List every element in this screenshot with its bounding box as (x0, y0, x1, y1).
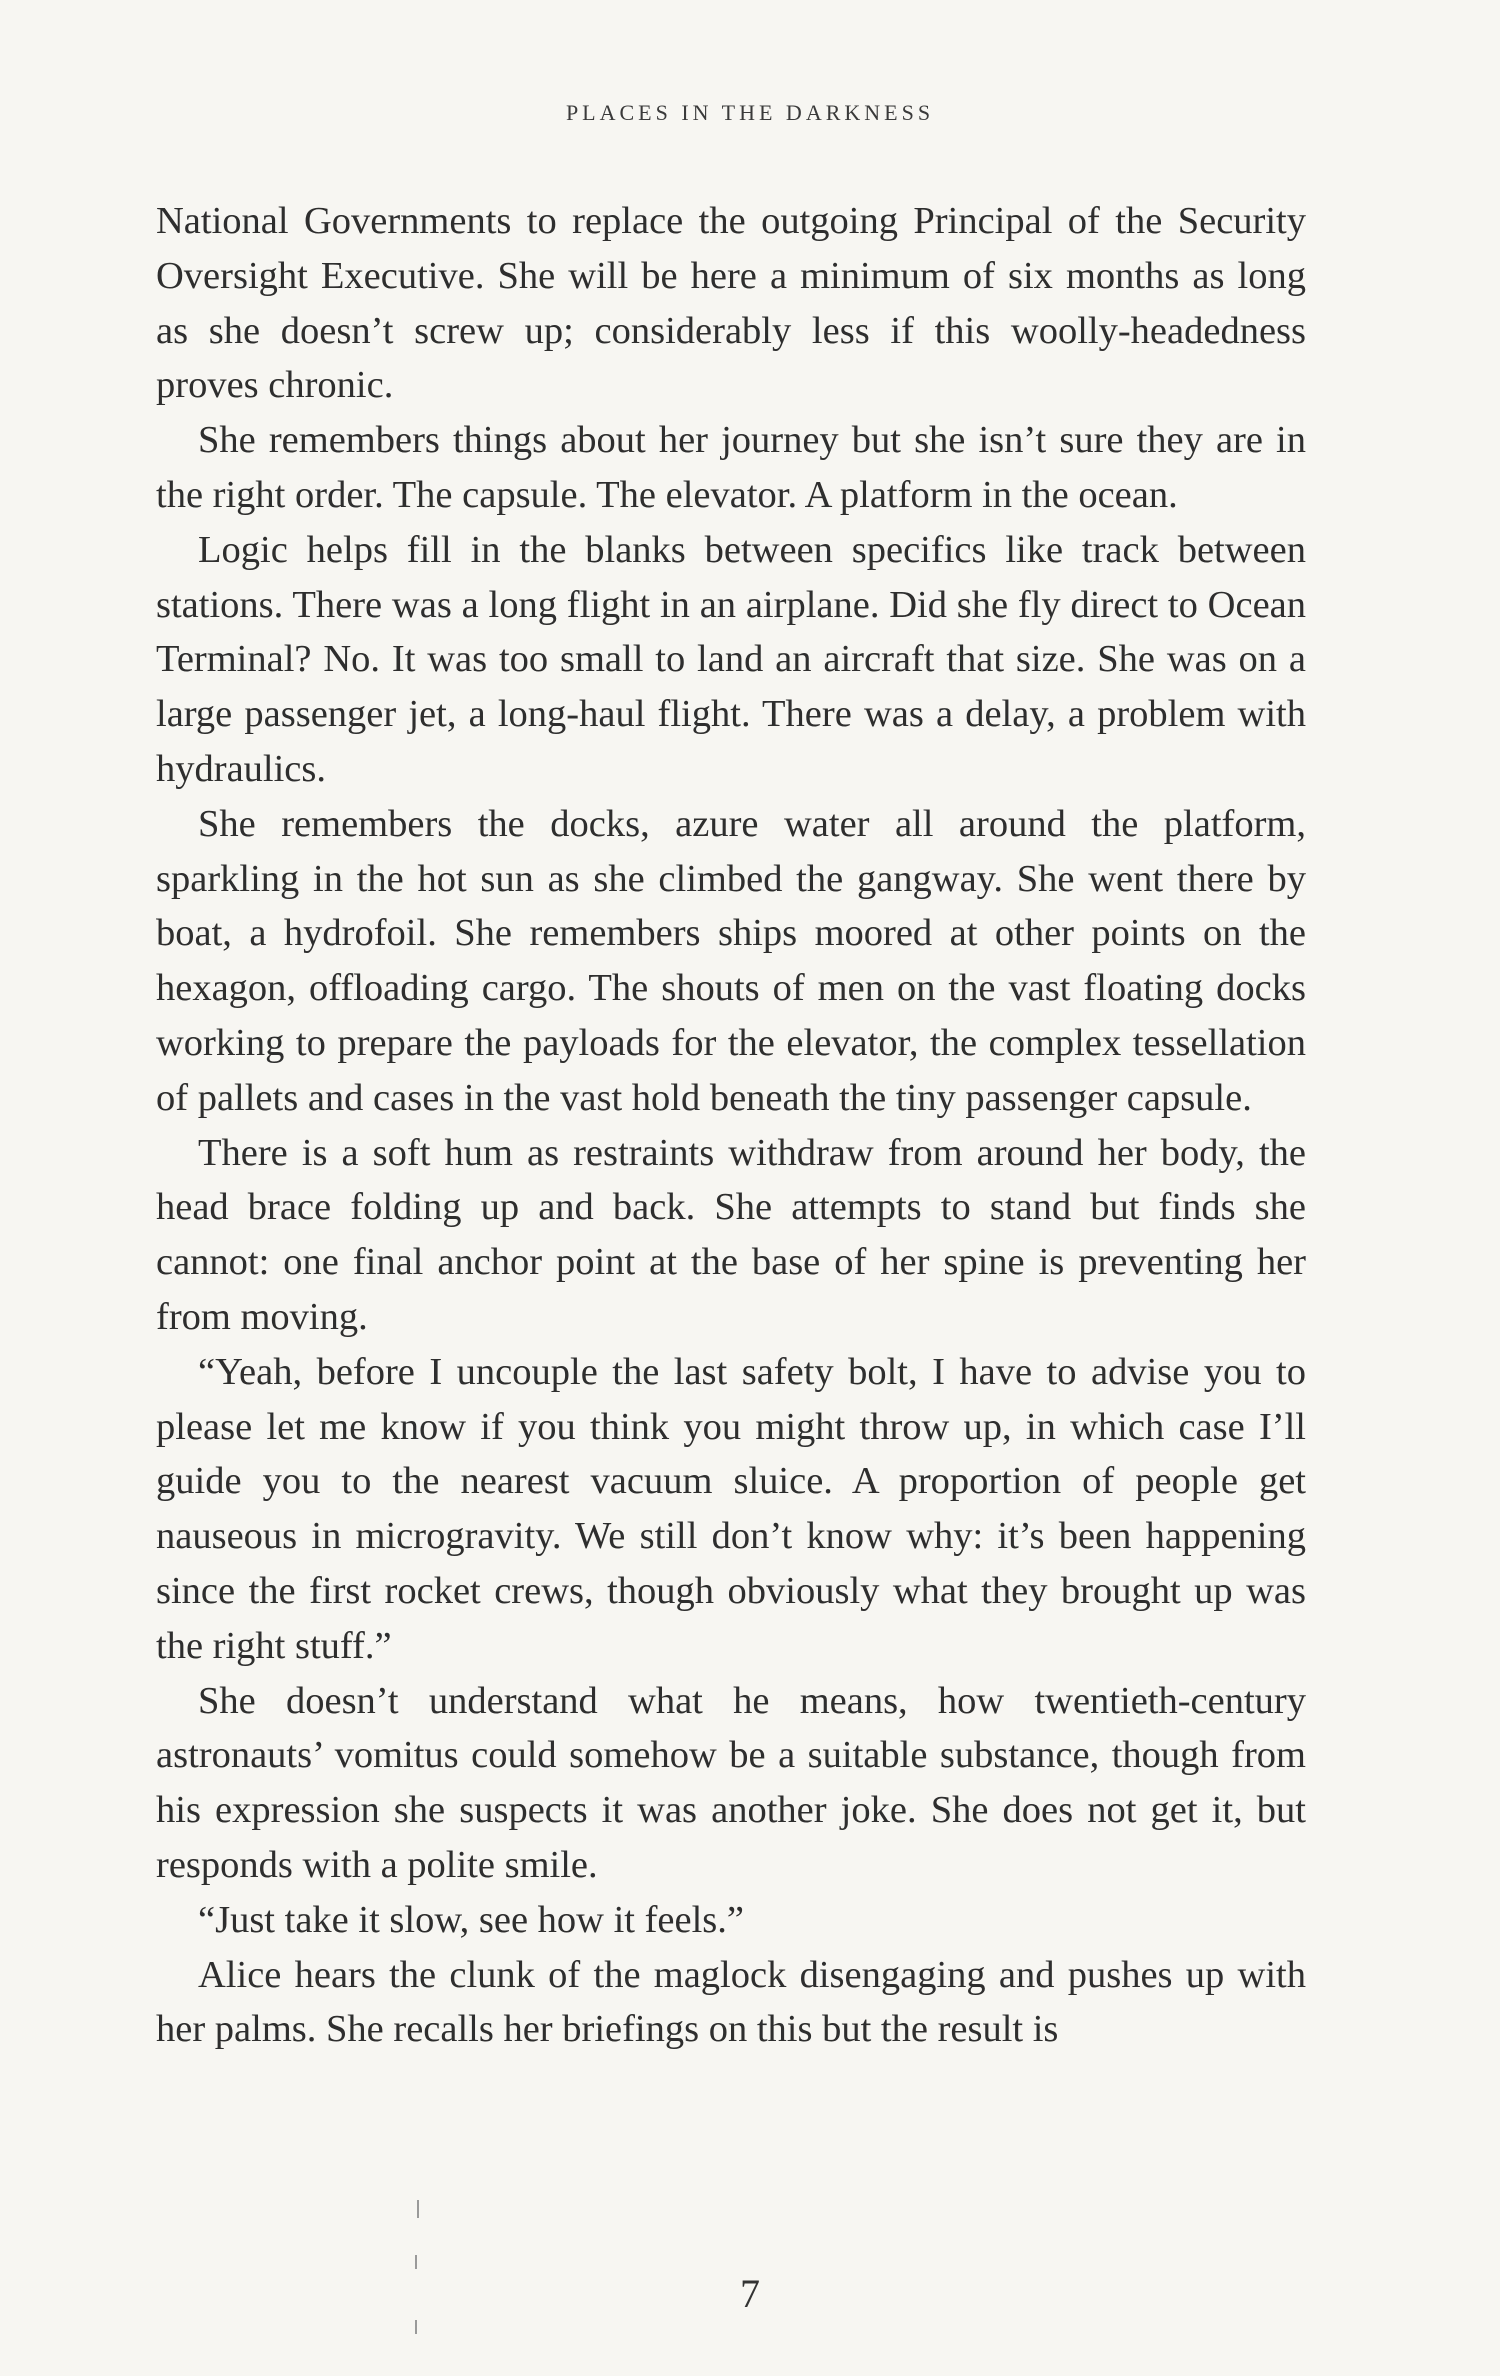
body-text (156, 194, 1306, 2057)
paragraph: “Just take it slow, see how it feels.” (198, 1898, 744, 1941)
paragraph: She remembers things about her journey but she isn’t sure they are in the right order. The capsule. The elevator. A platform in the ocean. (156, 419, 1306, 516)
scan-mark (417, 2200, 419, 2218)
paragraph: There is a soft hum as restraints withdraw from around her body, the head brace folding up and back. She attempts to stand but finds she cannot: one final anchor point at the base of her spine is preventing her from moving. (156, 1131, 1306, 1338)
paragraph: National Governments to replace the outgoing Principal of the Security Oversight Executive. She will be here a minimum of six months as long as she doesn’t screw up; considerably less if this woolly-headedness proves chronic. (156, 200, 1306, 407)
paragraph: Alice hears the clunk of the maglock disengaging and pushes up with her palms. She recalls her briefings on this but the result is (156, 1953, 1306, 2051)
paragraph: She remembers the docks, azure water all around the platform, sparkling in the hot sun as she climbed the gangway. She went there by boat, a hydrofoil. She remembers ships moored at other points on the hexagon, offloading cargo. The shouts of men on the vast floating docks working to prepare the payloads for the elevator, the complex tessellation of pallets and cases in the vast hold beneath the tiny passenger capsule. (156, 802, 1306, 1119)
paragraph: She doesn’t understand what he means, how twentieth-century astronauts’ vomitus could somehow be a suitable substance, though from his expression she suspects it was another joke. She does not get it, but responds with a polite smile. (156, 1679, 1306, 1886)
paragraph: Logic helps fill in the blanks between specifics like track between stations. There was a long flight in an airplane. Did she fly direct to Ocean Terminal? No. It was too small to land an aircraft that size. She was on a large passenger jet, a long-haul flight. There was a delay, a problem with hydraulics. (156, 528, 1306, 790)
scan-mark (415, 2255, 417, 2269)
paragraph: “Yeah, before I uncouple the last safety bolt, I have to advise you to please let me know if you think you might throw up, in which case I’ll guide you to the nearest vacuum sluice. A proportion of people get nauseous in microgravity. We still don’t know why: it’s been happening since the first rocket crews, though obviously what they brought up was the right stuff.” (156, 1350, 1306, 1667)
page-number: 7 (740, 2271, 760, 2316)
running-head: PLACES IN THE DARKNESS (565, 100, 935, 125)
scan-mark (415, 2320, 417, 2334)
